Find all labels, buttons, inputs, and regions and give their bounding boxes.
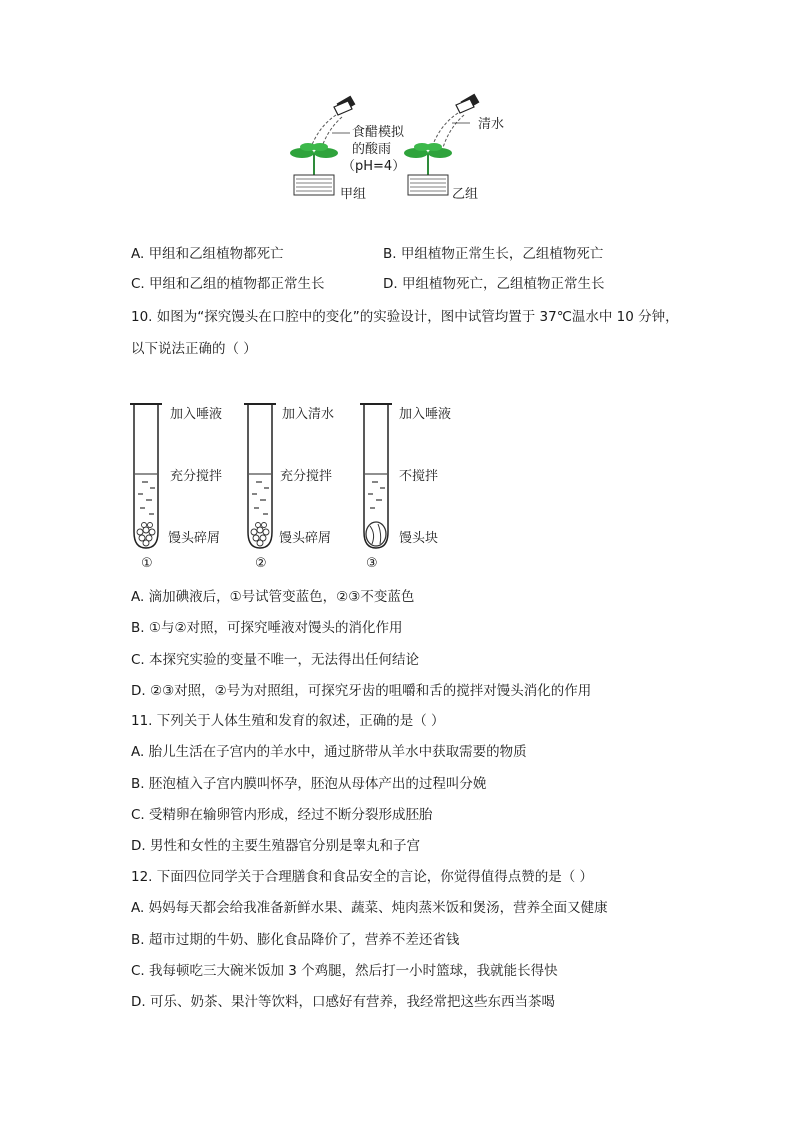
watering-can-right-icon (432, 94, 479, 151)
tube-2-top-label: 加入清水 (282, 407, 335, 422)
tube-2-bottom-label: 馒头碎屑 (279, 531, 332, 546)
q11-option-b: B. 胚泡植入子宫内膜叫怀孕，胚泡从母体产出的过程叫分娩 (131, 776, 487, 792)
vinegar-label-2: 的酸雨 (352, 142, 392, 157)
tube-3-top-label: 加入唾液 (399, 407, 452, 422)
q12-stem: 12. 下面四位同学关于合理膳食和食品安全的言论，你觉得值得点赞的是（ ） (131, 869, 594, 885)
tube-3-number: ③ (366, 556, 378, 571)
tube-1-bottom-label: 馒头碎屑 (168, 531, 221, 546)
q11-stem: 11. 下列关于人体生殖和发育的叙述，正确的是（ ） (131, 713, 445, 729)
group-b-label: 乙组 (452, 187, 479, 202)
vinegar-label-1: 食醋模拟 (352, 125, 405, 140)
q11-option-a: A. 胎儿生活在子宫内的羊水中，通过脐带从羊水中获取需要的物质 (131, 744, 527, 760)
water-label: 清水 (478, 117, 505, 132)
test-tube-2-icon (244, 404, 276, 548)
q12-option-d: D. 可乐、奶茶、果汁等饮料，口感好有营养，我经常把这些东西当茶喝 (131, 994, 555, 1010)
tube-2-mid-label: 充分搅拌 (280, 469, 333, 484)
group-a-label: 甲组 (340, 187, 367, 202)
q9-option-c: C. 甲组和乙组的植物都正常生长 (131, 276, 325, 292)
vinegar-label-3: （pH=4） (342, 159, 406, 174)
q9-option-a: A. 甲组和乙组植物都死亡 (131, 246, 284, 262)
q12-option-b: B. 超市过期的牛奶、膨化食品降价了，营养不差还省钱 (131, 932, 460, 948)
tube-1-top-label: 加入唾液 (170, 407, 223, 422)
q10-option-d: D. ②③对照，②号为对照组，可探究牙齿的咀嚼和舌的搅拌对馒头消化的作用 (131, 683, 592, 699)
q10-option-b: B. ①与②对照，可探究唾液对馒头的消化作用 (131, 620, 403, 636)
q11-option-d: D. 男性和女性的主要生殖器官分别是睾丸和子宫 (131, 838, 420, 854)
q10-stem-line-1: 10. 如图为“探究馒头在口腔中的变化”的实验设计，图中试管均置于 37℃温水中 10 分钟， (131, 309, 679, 325)
tube-2-number: ② (255, 556, 267, 571)
test-tube-1-icon (130, 404, 162, 548)
plant-right-icon (404, 143, 452, 195)
q12-option-c: C. 我每顿吃三大碗米饭加 3 个鸡腿，然后打一小时篮球，我就能长得快 (131, 963, 558, 979)
q9-option-d: D. 甲组植物死亡，乙组植物正常生长 (383, 276, 605, 292)
q10-option-a: A. 滴加碘液后，①号试管变蓝色，②③不变蓝色 (131, 589, 415, 605)
tube-1-number: ① (141, 556, 153, 571)
tube-1-mid-label: 充分搅拌 (170, 469, 223, 484)
q10-stem-line-2: 以下说法正确的（ ） (131, 341, 257, 357)
tube-3-mid-label: 不搅拌 (399, 469, 439, 484)
plant-left-icon (290, 143, 338, 195)
test-tube-3-icon (360, 404, 392, 548)
q10-option-c: C. 本探究实验的变量不唯一，无法得出任何结论 (131, 652, 420, 668)
q12-option-a: A. 妈妈每天都会给我准备新鲜水果、蔬菜、炖肉蒸米饭和煲汤，营养全面又健康 (131, 900, 608, 916)
tube-3-bottom-label: 馒头块 (399, 531, 439, 546)
q11-option-c: C. 受精卵在输卵管内形成，经过不断分裂形成胚胎 (131, 807, 433, 823)
q9-option-b: B. 甲组植物正常生长，乙组植物死亡 (383, 246, 604, 262)
